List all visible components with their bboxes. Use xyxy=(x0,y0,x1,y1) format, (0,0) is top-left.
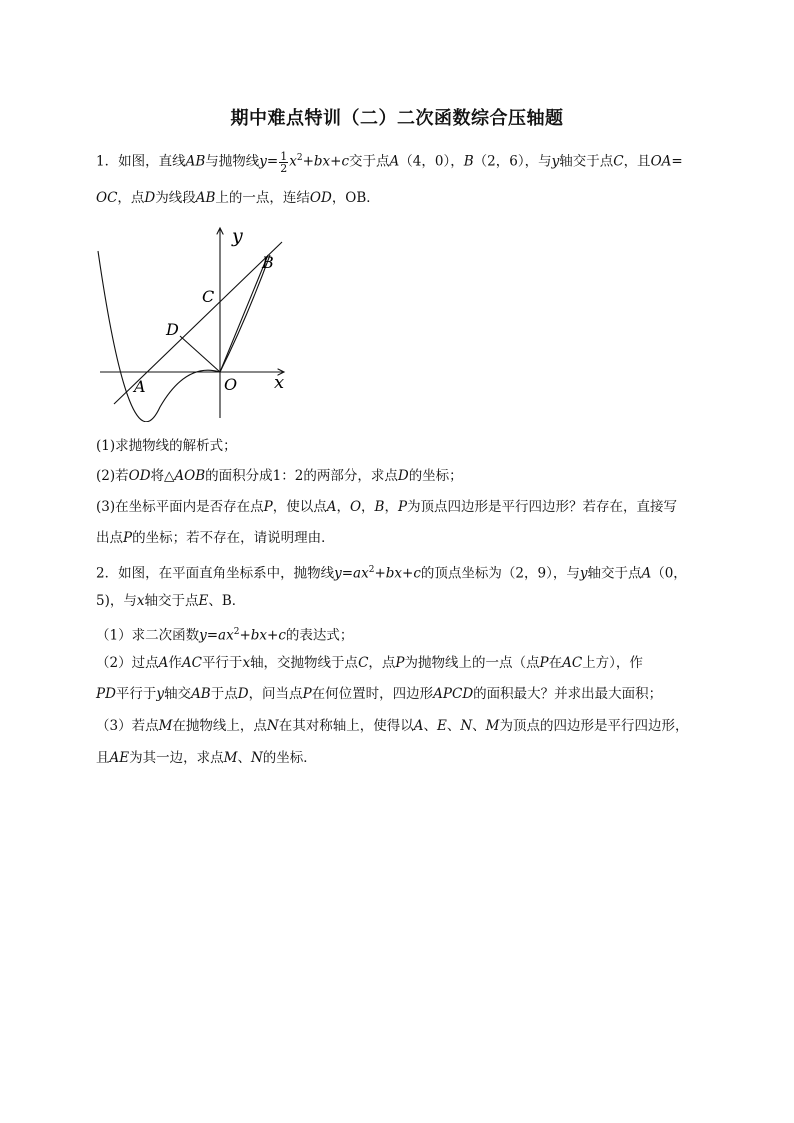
q1-sub-3-line-2 xyxy=(96,528,706,548)
q1-text: ， xyxy=(361,499,375,515)
q2-text: 的面积最大？并求出最大面积； xyxy=(473,686,663,702)
axis-label-x: x xyxy=(274,372,285,393)
segment-ob xyxy=(220,255,268,372)
q1-sub-2 xyxy=(96,466,706,486)
q2-var: y=ax xyxy=(199,627,234,644)
q2-var: P xyxy=(302,686,312,702)
q2-var: C xyxy=(358,655,369,671)
q2-var: A xyxy=(413,718,424,734)
point-label-o: O xyxy=(224,375,238,394)
q1-text: (2)若 xyxy=(96,468,129,484)
segment-od xyxy=(180,336,220,372)
q1-text: 1．如图，直线 xyxy=(96,153,186,170)
q2-text: 轴交 xyxy=(164,686,192,702)
q2-var: N xyxy=(266,718,279,734)
point-label-a: A xyxy=(134,377,146,396)
q1-text: ， xyxy=(384,499,398,515)
q1-text: = xyxy=(671,153,683,170)
q1-var: D xyxy=(144,190,156,206)
q2-var: AB xyxy=(191,686,211,702)
q1-var: AB xyxy=(185,153,206,170)
point-label-d: D xyxy=(166,320,179,339)
q1-sub-1: (1)求抛物线的解析式； xyxy=(96,438,237,454)
fraction xyxy=(279,151,288,174)
q2-var: A xyxy=(158,655,169,671)
q2-text: 、 xyxy=(446,718,461,734)
q2-line-1 xyxy=(96,560,706,584)
q1-text: ，使以点 xyxy=(272,499,327,515)
q2-text: 、B． xyxy=(208,593,246,609)
q2-text: ，问当点 xyxy=(248,686,303,702)
q2-var: E xyxy=(198,593,209,609)
q2-var: y xyxy=(579,565,588,582)
q1-text: （2，6），与 xyxy=(473,153,552,170)
q2-text: 作 xyxy=(168,655,182,671)
q1-var: P xyxy=(123,530,133,546)
q1-var: OC xyxy=(96,190,118,206)
q1-text: 为线段 xyxy=(155,190,196,206)
q2-text: 、 xyxy=(423,718,437,734)
q2-var: +bx+c xyxy=(239,627,286,644)
q1-text: ， xyxy=(336,499,350,515)
q2-var: AC xyxy=(181,655,202,671)
q2-text: 在其对称轴上，使得以 xyxy=(278,718,414,734)
q2-var: M xyxy=(223,750,238,766)
q2-text: 在抛物线上，点 xyxy=(172,718,267,734)
q1-text: 的坐标； xyxy=(408,468,463,484)
q1-var: P xyxy=(397,499,408,515)
q1-var: y xyxy=(551,153,560,170)
q1-text: (3)在坐标平面内是否存在点 xyxy=(96,499,264,515)
q1-var: A xyxy=(389,153,400,170)
point-label-c: C xyxy=(202,287,215,306)
q2-var: y=ax xyxy=(334,565,369,582)
q2-text: 在 xyxy=(548,655,563,671)
q2-var: x xyxy=(242,655,251,671)
q1-var: B xyxy=(463,153,474,170)
q1-text: ，且 xyxy=(623,153,651,170)
q2-var: AE xyxy=(109,750,130,766)
q2-var: A xyxy=(641,565,652,582)
q1-var: B xyxy=(374,499,385,515)
q1-var: OD xyxy=(309,190,332,206)
q2-var: M xyxy=(485,718,500,734)
q2-text: 于点 xyxy=(210,686,238,702)
q2-text: 的顶点坐标为（2，9），与 xyxy=(420,565,580,582)
q1-text: 为顶点四边形是平行四边形？若存在，直接写 xyxy=(407,499,678,515)
q2-text: （2）过点 xyxy=(96,655,159,671)
q2-text: 平行于 xyxy=(115,686,157,702)
q2-var: N xyxy=(250,750,263,766)
q2-text: 为顶点的四边形是平行四边形， xyxy=(499,718,689,734)
q2-var: AC xyxy=(562,655,583,671)
q1-var: O xyxy=(349,499,362,515)
axis-label-y: y xyxy=(232,225,243,247)
q2-sub-3-line-1 xyxy=(96,716,706,736)
q2-text: 、 xyxy=(237,750,251,766)
q1-var: P xyxy=(263,499,273,515)
q2-var: E xyxy=(436,718,447,734)
q2-var: P xyxy=(539,655,549,671)
q2-text: 且 xyxy=(96,750,110,766)
q1-var: x xyxy=(289,153,297,170)
q2-text: （3）若点 xyxy=(96,718,159,734)
q2-text: 为抛物线上的一点（点 xyxy=(404,655,540,671)
q1-text: 与抛物线 xyxy=(205,153,260,170)
q1-text: 的坐标；若不存在，请说明理由． xyxy=(132,530,335,546)
q1-sub-3-line-1 xyxy=(96,497,706,517)
q2-text: （0， xyxy=(651,565,687,582)
q2-var: D xyxy=(237,686,249,702)
exponent: 2 xyxy=(368,565,375,575)
q2-var: x xyxy=(136,593,145,609)
q2-text: 轴交于点 xyxy=(144,593,199,609)
q2-text: 2．如图，在平面直角坐标系中，抛物线 xyxy=(96,565,335,582)
q1-text: ，OB． xyxy=(331,190,380,206)
point-label-b: B xyxy=(262,253,274,272)
q1-text: 交于点 xyxy=(349,153,390,170)
q1-var: OA xyxy=(650,153,672,170)
q2-text: 、 xyxy=(472,718,486,734)
q1-text: 的面积分成1：2的两部分，求点 xyxy=(205,468,398,484)
q2-sub-2-line-1 xyxy=(96,653,706,673)
parabola-curve xyxy=(98,251,220,422)
q1-text: 将△ xyxy=(150,468,175,484)
exponent: 2 xyxy=(233,627,240,637)
q2-var: y xyxy=(156,686,165,702)
q2-text: 的坐标． xyxy=(262,750,317,766)
q1-text: （4，0）， xyxy=(399,153,464,170)
q1-text: 出点 xyxy=(96,530,123,546)
fraction-numerator: 1 xyxy=(280,149,288,163)
q1-text: 上的一点，连结 xyxy=(215,190,310,206)
q2-text: 5)，与 xyxy=(96,593,137,609)
page-title: 期中难点特训（二）二次函数综合压轴题 xyxy=(230,108,564,129)
q2-var: P xyxy=(395,655,405,671)
q2-sub-2-line-2 xyxy=(96,684,706,704)
q1-var: C xyxy=(613,153,624,170)
q2-text: ，点 xyxy=(368,655,396,671)
q1-var: A xyxy=(326,499,337,515)
q2-var: N xyxy=(460,718,473,734)
q2-var: M xyxy=(158,718,173,734)
q1-var: +bx+c xyxy=(302,153,350,170)
q2-text: 平行于 xyxy=(201,655,243,671)
q1-var: y xyxy=(259,153,267,170)
q1-line-2 xyxy=(96,188,706,208)
q1-text: = xyxy=(266,153,279,170)
q2-var: +bx+c xyxy=(374,565,421,582)
q2-text: 轴交于点 xyxy=(587,565,642,582)
q1-text: ，点 xyxy=(117,190,145,206)
q2-text: 轴，交抛物线于点 xyxy=(250,655,359,671)
q1-var: D xyxy=(397,468,409,484)
q1-var: AB xyxy=(195,190,216,206)
q2-text: 在何位置时，四边形 xyxy=(311,686,434,702)
q2-line-2 xyxy=(96,591,706,611)
parabola-figure xyxy=(96,222,296,422)
q2-text: 为其一边，求点 xyxy=(129,750,224,766)
q1-var: AOB xyxy=(174,468,206,484)
q2-text: 上方），作 xyxy=(582,655,643,671)
exponent: 2 xyxy=(296,153,303,163)
q2-sub-1 xyxy=(96,622,706,646)
q2-text: （1）求二次函数 xyxy=(96,627,200,644)
q1-line-1 xyxy=(96,148,706,174)
parabola-guide xyxy=(98,251,220,412)
q1-text: 轴交于点 xyxy=(559,153,614,170)
q1-var: OD xyxy=(128,468,151,484)
q2-text: 的表达式； xyxy=(285,627,354,644)
q2-sub-3-line-2 xyxy=(96,748,706,768)
q2-var: PD xyxy=(96,686,116,702)
fraction-denominator: 2 xyxy=(280,161,288,175)
q2-var: APCD xyxy=(433,686,474,702)
